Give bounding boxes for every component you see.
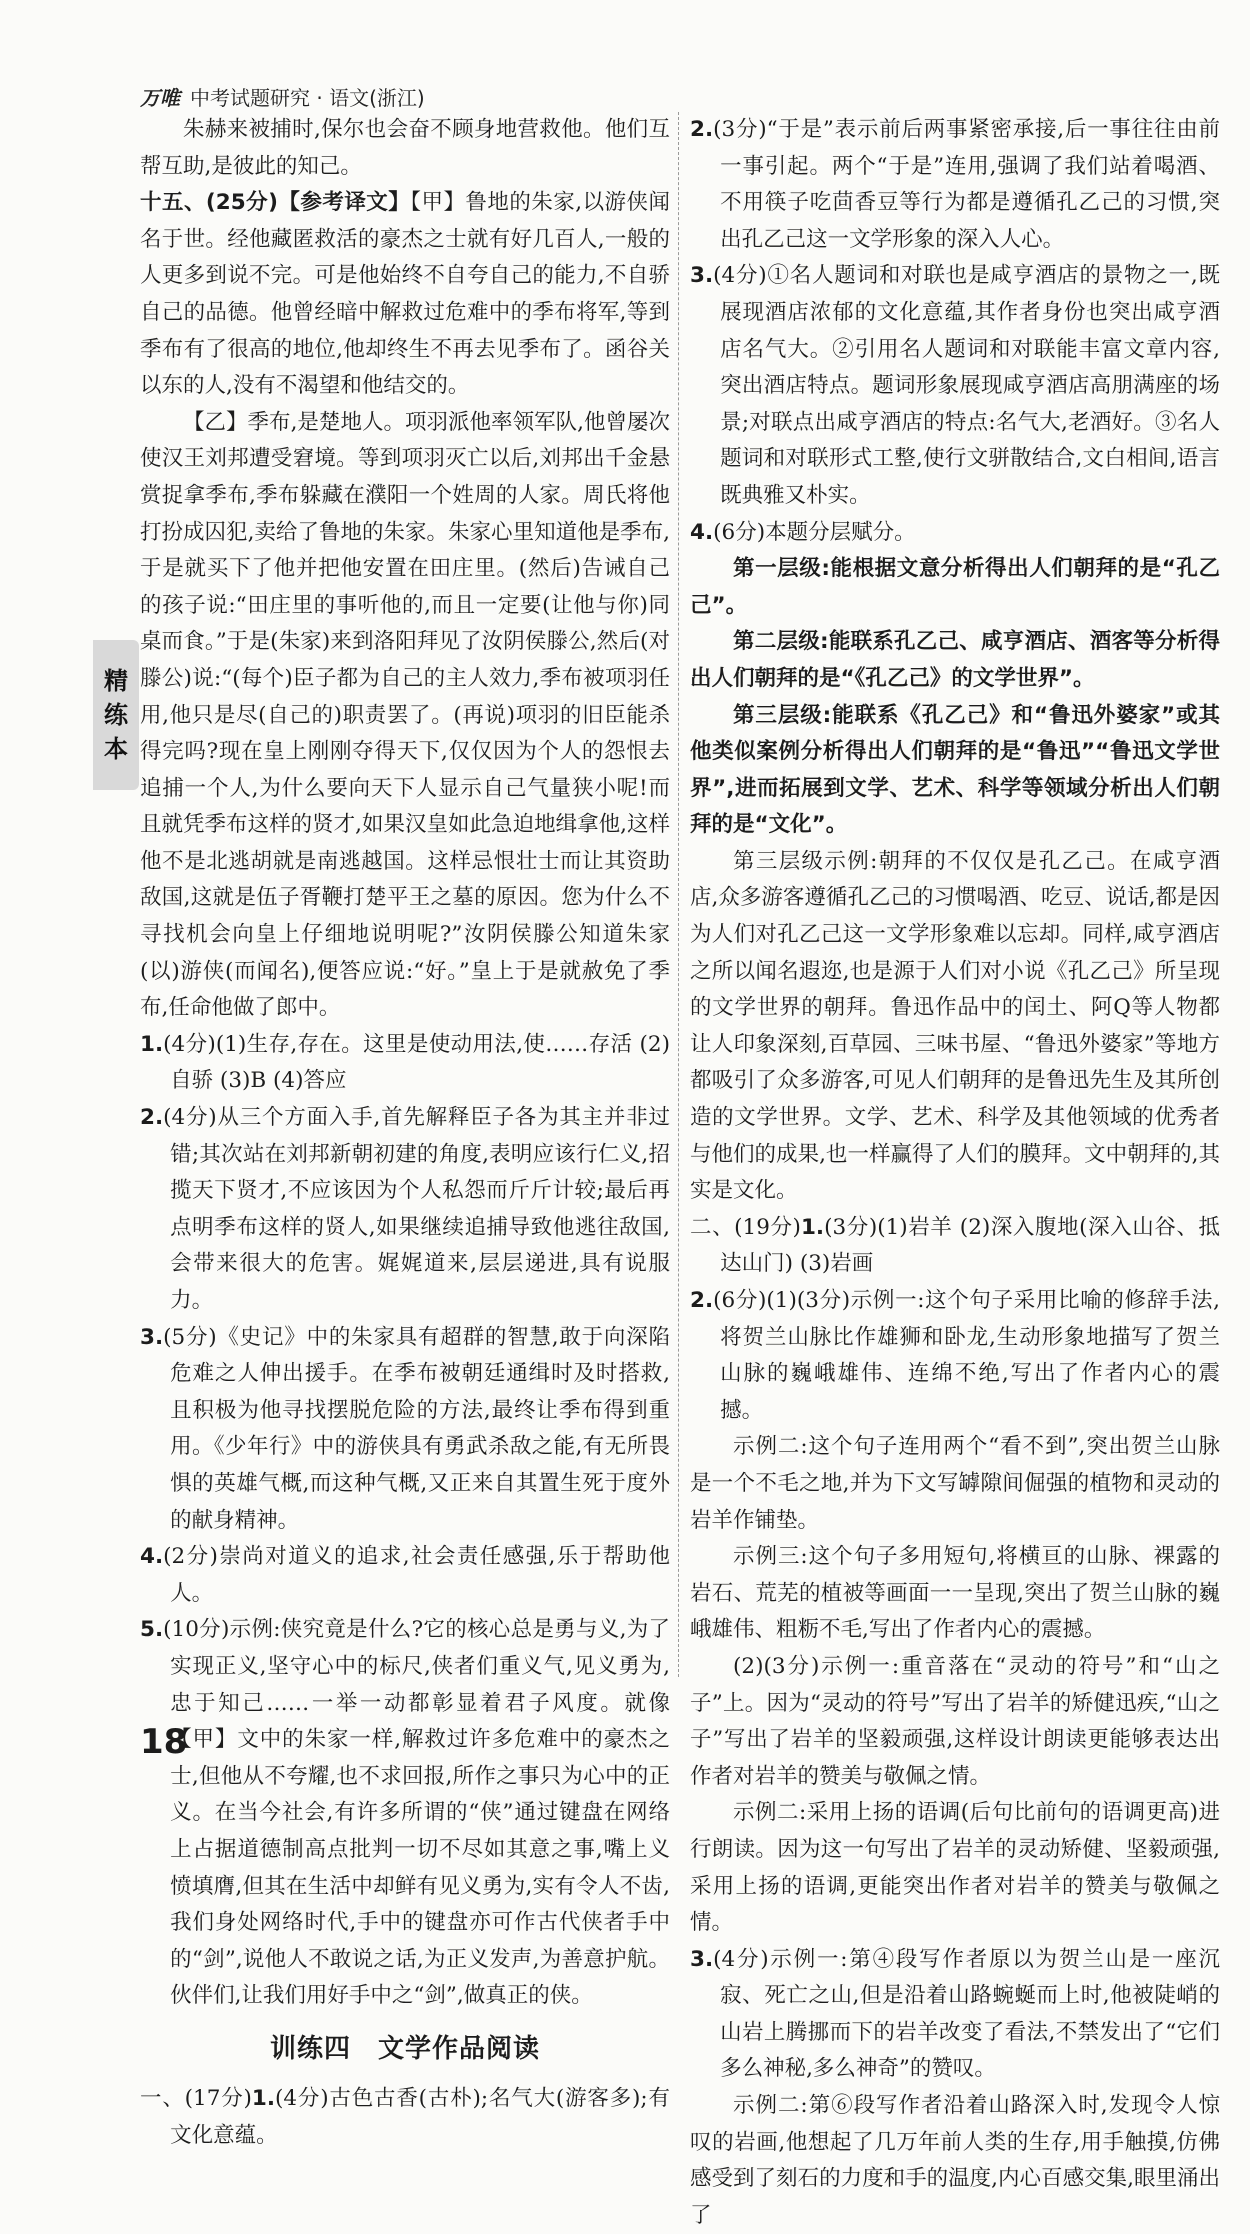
item-number: 1.: [800, 1214, 825, 1240]
sidebar-char: 练: [104, 701, 128, 729]
answer-item: [140, 1027, 670, 1100]
item-text: (4分)从三个方面入手,首先解释臣子各为其主并非过错;其次站在刘邦新朝初建的角度,表明应该行仁义,招揽天下贤才,不应该因为个人私怨而斤斤计较;最后再点明季布这样的贤人,如果继续追捕导致他逃往敌国,会带来很大的危害。娓娓道来,层层递进,具有说服力。: [163, 1105, 670, 1313]
item-number: 2.: [140, 1105, 164, 1131]
item-text: (3分)(1)岩羊 (2)深入腹地(深入山谷、抵达山门) (3)岩画: [720, 1214, 1220, 1277]
translation-yi: 【乙】季布,是楚地人。项羽派他率领军队,他曾屡次使汉王刘邦遭受窘境。等到项羽灭亡以后,刘邦出千金悬赏捉拿季布,季布躲藏在濮阳一个姓周的人家。周氏将他打扮成囚犯,卖给了鲁地的朱家。朱家心里知道他是季布,于是就买下了他并把他安置在田庄里。(然后)告诫自己的孩子说:“田庄里的事听他的,而且一定要(让他与你)同桌而食。”于是(朱家)来到洛阳拜见了汝阴侯滕公,然后(对滕公)说:“(每个)臣子都为自己的主人效力,季布被项羽任用,他只是尽(自己的)职责罢了。(再说)项羽的旧臣能杀得完吗?现在皇上刚刚夺得天下,仅仅因为个人的怨恨去追捕一个人,为什么要向天下人显示自己气量狭小呢!而且就凭季布这样的贤才,如果汉皇如此急迫地缉拿他,这样他不是北逃胡就是南逃越国。这样忌恨壮士而让其资助敌国,这就是伍子胥鞭打楚平王之墓的原因。您为什么不寻找机会向皇上仔细地说明呢?”汝阴侯滕公知道朱家(以)游侠(而闻名),便答应说:“好。”皇上于是就赦免了季布,任命他做了郎中。: [140, 409, 670, 1021]
item-number: 4.: [140, 1544, 164, 1570]
scoring-level-3: 第三层级:能联系《孔乙己》和“鲁迅外婆家”或其他类似案例分析得出人们朝拜的是“鲁迅”“鲁迅文学世界”,进而拓展到文学、艺术、科学等领域分析出人们朝拜的是“文化”。: [690, 702, 1220, 838]
answer-item: [140, 1320, 670, 1540]
answer-item: [690, 258, 1220, 514]
example-paragraph: 示例二:这个句子连用两个“看不到”,突出贺兰山脉是一个不毛之地,并为下文写罅隙间倔强的植物和灵动的岩羊作铺垫。: [690, 1434, 1220, 1533]
example-paragraph: (2)(3分)示例一:重音落在“灵动的符号”和“山之子”上。因为“灵动的符号”写出了岩羊的矫健迅疾,“山之子”写出了岩羊的坚毅顽强,这样设计朗读更能够表达出作者对岩羊的赞美与敬佩之情。: [690, 1653, 1220, 1789]
item-number: 2.: [690, 1288, 714, 1313]
level-3-example: 第三层级示例:朝拜的不仅仅是孔乙己。在咸亨酒店,众多游客遵循孔乙己的习惯喝酒、吃豆、说话,都是因为人们对孔乙己这一文学形象难以忘却。同样,咸亨酒店之所以闻名遐迩,也是源于人们对小说《孔乙己》所呈现的文学世界的朝拜。鲁迅作品中的闰土、阿Q等人物都让人印象深刻,百草园、三味书屋、“鲁迅外婆家”等地方都吸引了众多游客,可见人们朝拜的是鲁迅先生及其所创造的文学世界。文学、艺术、科学及其他领域的优秀者与他们的成果,也一样赢得了人们的膜拜。文中朝拜的,其实是文化。: [690, 848, 1220, 1204]
section-1-item-1: [140, 2081, 670, 2154]
item-text: (4分)示例一:第④段写作者原以为贺兰山是一座沉寂、死亡之山,但是沿着山路蜿蜒而上时,他被陡峭的山岩上腾挪而下的岩羊改变了看法,不禁发出了“它们多么神秘,多么神奇”的赞叹。: [713, 1946, 1220, 2082]
header-title: 中考试题研究 · 语文(浙江): [190, 86, 425, 110]
item-text: (6分)(1)(3分)示例一:这个句子采用比喻的修辞手法,将贺兰山脉比作雄狮和卧龙,生动形象地描写了贺兰山脉的巍峨雄伟、连绵不绝,写出了作者内心的震撼。: [713, 1288, 1220, 1423]
answer-item: [690, 1942, 1220, 2088]
item-text: (5分)《史记》中的朱家具有超群的智慧,敢于向深陷危难之人伸出援手。在季布被朝廷通缉时及时搭救,且积极为他寻找摆脱危险的方法,最终让季布得到重用。《少年行》中的游侠具有勇武杀敌之能,有无所畏惧的英雄气概,而这种气概,又正来自其置生死于度外的献身精神。: [163, 1324, 670, 1533]
item-number: 2.: [690, 117, 714, 142]
item-number: 3.: [690, 1946, 714, 1972]
scoring-level-1: 第一层级:能根据文意分析得出人们朝拜的是“孔乙己”。: [690, 556, 1220, 618]
intro-paragraph: 朱赫来被捕时,保尔也会奋不顾身地营救他。他们互帮互助,是彼此的知己。: [140, 117, 670, 179]
item-text: (2分)崇尚对道义的追求,社会责任感强,乐于帮助他人。: [163, 1544, 670, 1606]
section-2-heading: 二、(19分): [690, 1214, 801, 1240]
item-text: (4分)①名人题词和对联也是咸亨酒店的景物之一,既展现酒店浓郁的文化意蕴,其作者身份也突出咸亨酒店名气大。②引用名人题词和对联能丰富文章内容,突出酒店特点。题词形象展现咸亨酒店高朋满座的场景;对联点出咸亨酒店的特点:名气大,老酒好。③名人题词和对联形式工整,使行文骈散结合,文白相间,语言既典雅又朴实。: [713, 263, 1220, 508]
section-15: [140, 185, 670, 405]
brand-logo: 万唯: [140, 86, 180, 110]
scoring-level-2: 第二层级:能联系孔乙己、咸亨酒店、酒客等分析得出人们朝拜的是“《孔乙己》的文学世界”。: [690, 629, 1220, 691]
item-number: 1.: [251, 2086, 276, 2112]
answer-item: [140, 1612, 670, 2015]
left-column: [140, 112, 670, 2155]
answer-item: [140, 1100, 670, 1320]
section-15-heading: 十五、(25分)【参考译文】: [140, 190, 411, 216]
item-number: 3.: [140, 1324, 164, 1350]
item-number: 5.: [140, 1617, 164, 1643]
answer-item: [690, 112, 1220, 258]
item-number: 4.: [690, 519, 714, 545]
example-paragraph: 示例二:第⑥段写作者沿着山路深入时,发现令人惊叹的岩画,他想起了几万年前人类的生存,用手触摸,仿佛感受到了刻石的力度和手的温度,内心百感交集,眼里涌出了: [690, 2093, 1220, 2228]
item-text: (4分)古色古香(古朴);名气大(游客多);有文化意蕴。: [170, 2086, 670, 2149]
item-text: (6分)本题分层赋分。: [713, 519, 916, 545]
sidebar-tab: [93, 640, 139, 790]
translation-jia: 【甲】鲁地的朱家,以游侠闻名于世。经他藏匿救活的豪杰之士就有好几百人,一般的人更多到说不完。可是他始终不自夸自己的能力,不自骄自己的品德。他曾经暗中解救过危难中的季布将军,等到季布有了很高的地位,他却终生不再去见季布了。函谷关以东的人,没有不渴望和他结交的。: [140, 190, 670, 399]
item-text: (4分)(1)生存,存在。这里是使动用法,使……存活 (2)自骄 (3)B (4)答应: [163, 1031, 670, 1094]
sidebar-char: 精: [104, 667, 128, 695]
example-paragraph: 示例二:采用上扬的语调(后句比前句的语调更高)进行朗读。因为这一句写出了岩羊的灵动矫健、坚毅顽强,采用上扬的语调,更能突出作者对岩羊的赞美与敬佩之情。: [690, 1800, 1220, 1936]
example-paragraph: 示例三:这个句子多用短句,将横亘的山脉、裸露的岩石、荒芜的植被等画面一一呈现,突出了贺兰山脉的巍峨雄伟、粗粝不毛,写出了作者内心的震撼。: [690, 1544, 1220, 1643]
sidebar-char: 本: [104, 735, 128, 763]
item-text: (3分)“于是”表示前后两事紧密承接,后一事往往由前一事引起。两个“于是”连用,强调了我们站着喝酒、不用筷子吃茴香豆等行为都是遵循孔乙己的习惯,突出孔乙己这一文学形象的深入人心。: [713, 117, 1220, 252]
page-header: [140, 82, 425, 111]
right-column: [690, 112, 1220, 2234]
page-number: 18: [140, 1722, 188, 1762]
column-divider: [678, 112, 679, 1677]
answer-item: [140, 1539, 670, 1612]
item-number: 1.: [140, 1031, 164, 1057]
answer-item: [690, 1283, 1220, 1429]
section-1-heading: 一、(17分): [140, 2086, 252, 2112]
answer-item: [690, 515, 1220, 552]
training-title: 训练四 文学作品阅读: [269, 2033, 540, 2064]
item-number: 3.: [690, 263, 714, 289]
item-text: (10分)示例:侠究竟是什么?它的核心总是勇与义,为了实现正义,坚守心中的标尺,侠者们重义气,见义勇为,忠于知己……一举一动都彰显着君子风度。就像【甲】文中的朱家一样,解救过许多危难中的豪杰之士,但他从不夸耀,也不求回报,所作之事只为心中的正义。在当今社会,有许多所谓的“侠”通过键盘在网络上占据道德制高点批判一切不尽如其意之事,嘴上义愤填膺,但其在生活中却鲜有见义勇为,实有令人不齿,我们身处网络时代,手中的键盘亦可作古代侠者手中的“剑”,说他人不敢说之话,为正义发声,为善意护航。伙伴们,让我们用好手中之“剑”,做真正的侠。: [163, 1617, 670, 2009]
section-2-item-1: [690, 1210, 1220, 1283]
